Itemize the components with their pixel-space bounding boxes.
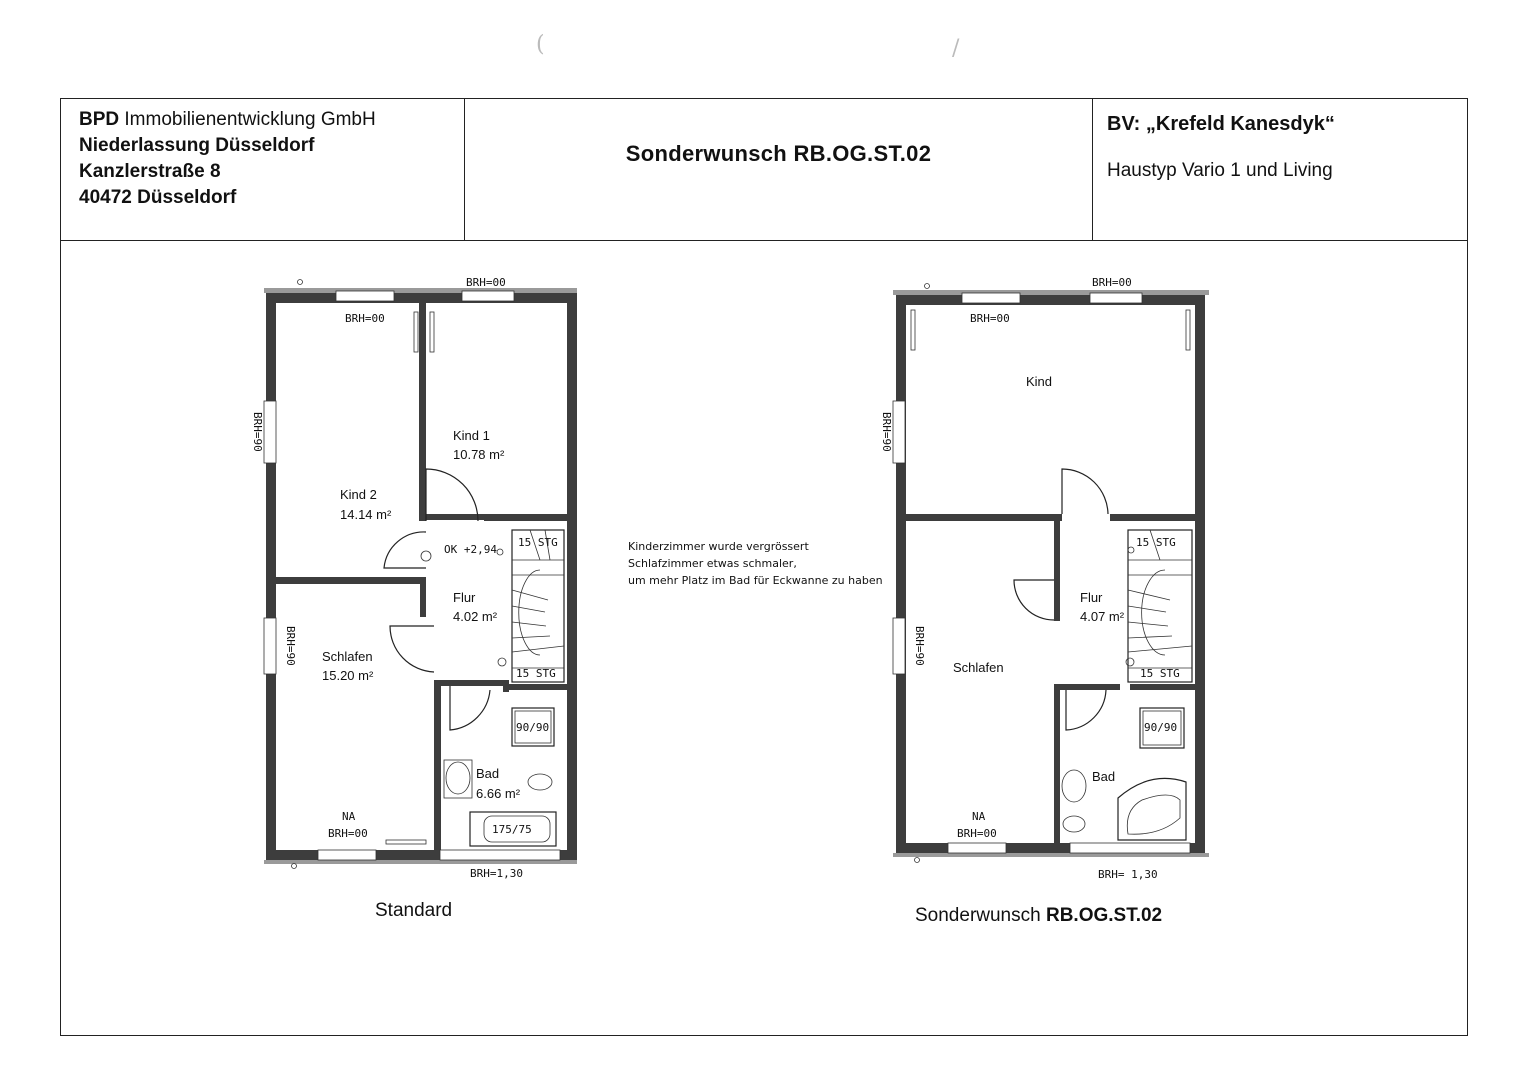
room-name-flur: Flur bbox=[1080, 590, 1103, 605]
room-area-schlafen: 15.20 m² bbox=[322, 668, 374, 683]
standard-plan bbox=[251, 276, 577, 880]
scan-mark: / bbox=[952, 36, 960, 61]
caption-standard: Standard bbox=[375, 900, 453, 921]
stairs-bottom: 15 STG bbox=[1140, 667, 1180, 680]
scan-mark: ( bbox=[536, 32, 545, 57]
document-title: Sonderwunsch RB.OG.ST.02 bbox=[625, 141, 932, 166]
caption-sonderwunsch-prefix: Sonderwunsch bbox=[915, 905, 1046, 926]
brh-top-left: BRH=00 bbox=[970, 312, 1010, 325]
room-name-flur: Flur bbox=[453, 590, 476, 605]
project-name: BV: „Krefeld Kanesdyk“ bbox=[1107, 113, 1335, 135]
room-area-flur: 4.07 m² bbox=[1080, 609, 1125, 624]
shower-size: 90/90 bbox=[516, 721, 550, 734]
tub-size: 175/75 bbox=[492, 823, 532, 836]
room-area-bad: 6.66 m² bbox=[476, 786, 521, 801]
room-name-schlafen: Schlafen bbox=[953, 660, 1004, 675]
shower-size: 90/90 bbox=[1144, 721, 1178, 734]
stairs-top: 15 STG bbox=[1136, 536, 1176, 549]
note-line: um mehr Platz im Bad für Eckwanne zu haben bbox=[628, 574, 883, 587]
room-area-kind2: 14.14 m² bbox=[340, 507, 392, 522]
note-line: Schlafzimmer etwas schmaler, bbox=[628, 557, 797, 570]
change-note bbox=[628, 538, 883, 589]
brh-top-right: BRH=00 bbox=[1092, 276, 1132, 289]
brh-side-upper: BRH=90 bbox=[251, 412, 264, 452]
brh-side-lower: BRH=90 bbox=[913, 626, 926, 666]
ok-level: OK +2,94 bbox=[444, 543, 497, 556]
note-line: Kinderzimmer wurde vergrössert bbox=[628, 540, 809, 553]
room-name-kind2: Kind 2 bbox=[340, 487, 377, 502]
room-name-bad: Bad bbox=[1092, 769, 1116, 784]
brh-bottom-right: BRH= 1,30 bbox=[1098, 868, 1158, 881]
room-name-schlafen: Schlafen bbox=[322, 649, 373, 664]
brh-side-upper: BRH=90 bbox=[880, 412, 893, 452]
stairs-bottom: 15 STG bbox=[516, 667, 556, 680]
label-na: NA bbox=[342, 810, 356, 823]
company-branch: Niederlassung Düsseldorf bbox=[79, 135, 315, 156]
room-name-bad: Bad bbox=[476, 766, 500, 781]
brh-bottom-left: BRH=00 bbox=[957, 827, 997, 840]
house-type: Haustyp Vario 1 und Living bbox=[1107, 160, 1333, 181]
company-city: 40472 Düsseldorf bbox=[79, 187, 237, 208]
room-name-kind: Kind bbox=[1026, 374, 1053, 389]
stairs-top: 15 STG bbox=[518, 536, 558, 549]
label-na: NA bbox=[972, 810, 986, 823]
company-name-rest: Immobilienentwicklung GmbH bbox=[119, 109, 376, 130]
room-area-kind1: 10.78 m² bbox=[453, 447, 505, 462]
company-name-bold: BPD bbox=[79, 109, 120, 130]
caption-sonderwunsch bbox=[915, 905, 1162, 927]
company-street: Kanzlerstraße 8 bbox=[79, 161, 221, 182]
brh-top-left: BRH=00 bbox=[345, 312, 385, 325]
brh-side-lower: BRH=90 bbox=[284, 626, 297, 666]
brh-bottom-right: BRH=1,30 bbox=[470, 867, 523, 880]
room-name-kind1: Kind 1 bbox=[453, 428, 490, 443]
sonderwunsch-plan bbox=[880, 276, 1209, 881]
room-area-flur: 4.02 m² bbox=[453, 609, 498, 624]
brh-bottom-left: BRH=00 bbox=[328, 827, 368, 840]
caption-sonderwunsch-code: RB.OG.ST.02 bbox=[1045, 905, 1163, 926]
brh-top-right: BRH=00 bbox=[466, 276, 506, 289]
